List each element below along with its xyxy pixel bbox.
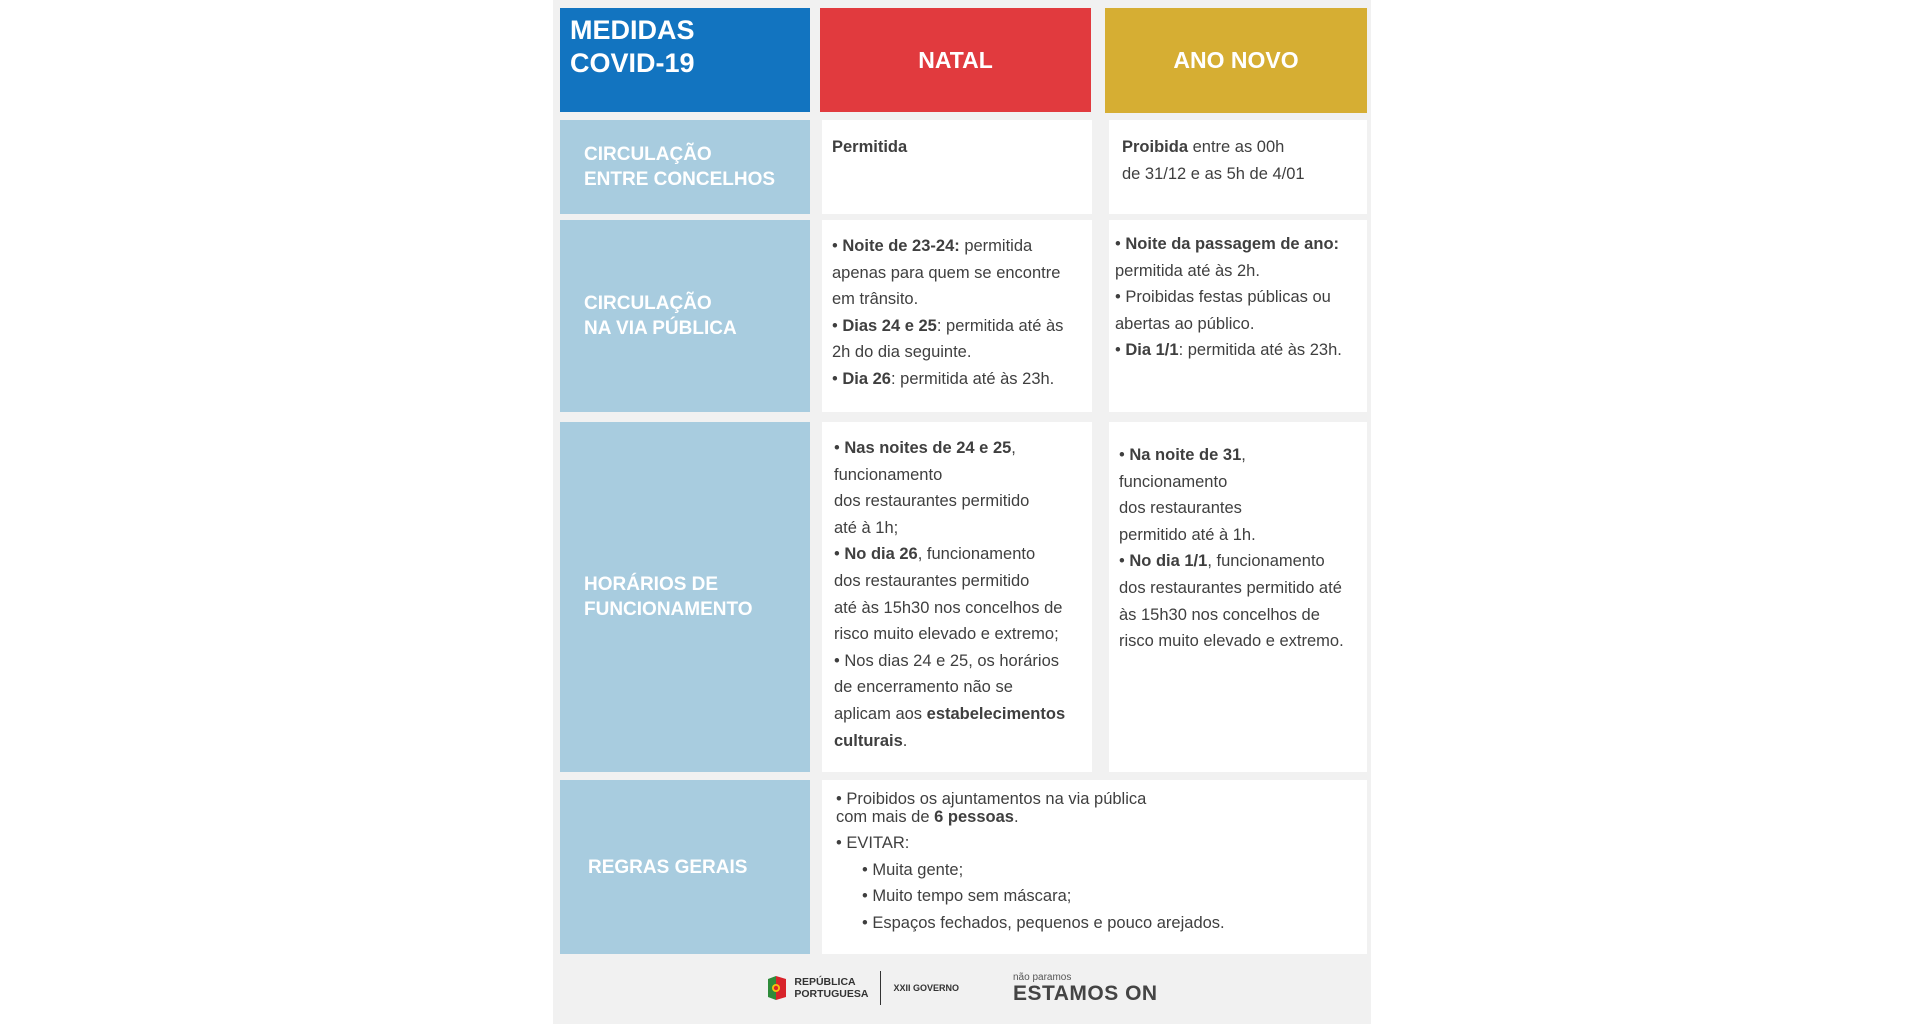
bold-text: estabelecimentos [926,704,1066,723]
text: com mais de [836,808,935,826]
text: funcionamento [1119,472,1228,491]
ano-text: entre as 00h [1188,138,1285,156]
text: 2h do dia seguinte. [832,343,972,362]
ano-circulacao-via: • Noite da passagem de ano: permitida até às 2h. • Proibidas festas públicas ou abertas ao público. • Dia 1/1: permitida até às 23h. [1109,220,1367,412]
row-label-horarios [560,422,810,772]
row-label-line: ENTRE CONCELHOS [584,169,776,190]
text: em trânsito. [832,290,919,309]
text: aplicam aos [834,704,927,723]
text: Nos dias 24 e 25, os horários [844,651,1059,670]
text: , funcionamento [1207,552,1325,571]
text: Proibidas festas públicas ou [1125,288,1331,307]
governo-text: XXII GOVERNO [893,983,959,993]
republica-text: REPÚBLICA [794,976,856,988]
natal-permitida: Permitida [832,138,908,156]
header-ano-novo: ANO NOVO [1105,8,1367,113]
row-label-circulacao-concelhos [560,120,810,214]
estamos-on-text: ESTAMOS ON [1012,981,1158,1005]
text: dos restaurantes permitido [834,492,1030,511]
text: : permitida até às [936,316,1064,335]
text: apenas para quem se encontre [832,263,1061,282]
natal-circulacao-concelhos [822,120,1092,214]
text: até à 1h; [834,518,899,537]
bold-text: 6 pessoas [934,808,1014,826]
ano-circulacao-concelhos [1109,120,1367,214]
text: funcionamento [834,465,943,484]
text: risco muito elevado e extremo; [834,625,1059,644]
text: dos restaurantes [1119,499,1242,518]
text: . [902,731,908,750]
regras-gerais-content: • Proibidos os ajuntamentos na via pública com mais de 6 pessoas. • EVITAR: • Muita gente; • Muito tempo sem máscara; • Espaços fechados, pequenos e pouco arejados. [822,780,1367,954]
row-label-line: NA VIA PÚBLICA [584,318,737,339]
republica-portuguesa-logo [766,973,868,1003]
text: dos restaurantes permitido até [1119,578,1342,597]
bold-text: Dias 24 e 25 [842,316,937,335]
text: às 15h30 nos concelhos de [1119,605,1320,624]
row-label-circulacao-via [560,220,810,412]
text: , [1241,446,1246,464]
bold-text: Dia 1/1 [1125,341,1179,360]
ano-proibida: Proibida [1122,138,1189,156]
text: permitida [959,237,1033,255]
header-natal: NATAL [820,8,1091,112]
text: de encerramento não se [834,678,1013,697]
evitar-label: EVITAR: [846,834,910,852]
footer-divider [880,971,881,1005]
row-label-line: REGRAS GERAIS [588,856,748,878]
portugal-flag-icon [766,973,788,1003]
evitar-item: Espaços fechados, pequenos e pouco arejados. [872,913,1225,932]
evitar-item: Muita gente; [872,860,964,879]
header-medidas-covid [560,8,810,112]
nao-paramos-text: não paramos [1012,971,1072,983]
bold-text: Noite da passagem de ano: [1125,235,1340,253]
bold-text: Nas noites de 24 e 25 [844,439,1012,457]
bold-text: Noite de 23-24: [842,237,960,255]
bold-text: culturais [834,731,903,750]
ano-horarios: • Na noite de 31, funcionamento dos restaurantes permitido até à 1h. • No dia 1/1, funcionamento dos restaurantes permitido até às 15h30 nos concelhos de risco muito elevado e extremo. [1109,422,1367,772]
text: permitida até às 2h. [1115,261,1260,280]
text: : permitida até às 23h. [1178,341,1342,360]
text: até às 15h30 nos concelhos de [834,598,1063,617]
text: abertas ao público. [1115,314,1255,333]
row-label-line: FUNCIONAMENTO [584,599,753,620]
ano-text: de 31/12 e as 5h de 4/01 [1122,164,1305,183]
text: , [1011,439,1016,457]
header-medidas-line2: COVID-19 [570,48,695,78]
bold-text: Na noite de 31 [1129,446,1242,464]
text: Proibidos os ajuntamentos na via pública [846,790,1147,808]
text: risco muito elevado e extremo. [1119,632,1344,651]
header-medidas-line1: MEDIDAS [570,15,695,45]
text: . [1013,808,1019,826]
row-label-line: CIRCULAÇÃO [584,144,712,165]
row-label-line: CIRCULAÇÃO [584,293,712,314]
bold-text: No dia 26 [844,545,918,564]
text: permitido até à 1h. [1119,525,1256,544]
row-label-regras-gerais [560,780,810,954]
bold-text: No dia 1/1 [1129,552,1208,571]
text: : permitida até às 23h. [891,369,1055,388]
natal-horarios: • Nas noites de 24 e 25, funcionamento dos restaurantes permitido até à 1h; • No dia 26, funcionamento dos restaurantes permitido até às 15h30 nos concelhos de risco muito elevado e extremo; • Nos dias 24 e 25, os horários de encerramento não se aplicam aos estabelecimentos culturais. [822,422,1092,772]
portuguesa-text: PORTUGUESA [794,988,869,1000]
natal-circulacao-via: • Noite de 23-24: permitida apenas para quem se encontre em trânsito. • Dias 24 e 25: permitida até às 2h do dia seguinte. • Dia 26: permitida até às 23h. [822,220,1092,412]
evitar-item: Muito tempo sem máscara; [872,887,1072,906]
row-label-line: HORÁRIOS DE [584,574,719,595]
estamos-on-logo [1013,973,1158,1004]
footer-logos [553,952,1371,1024]
text: dos restaurantes permitido [834,571,1030,590]
text: , funcionamento [917,545,1036,564]
bold-text: Dia 26 [842,369,891,388]
